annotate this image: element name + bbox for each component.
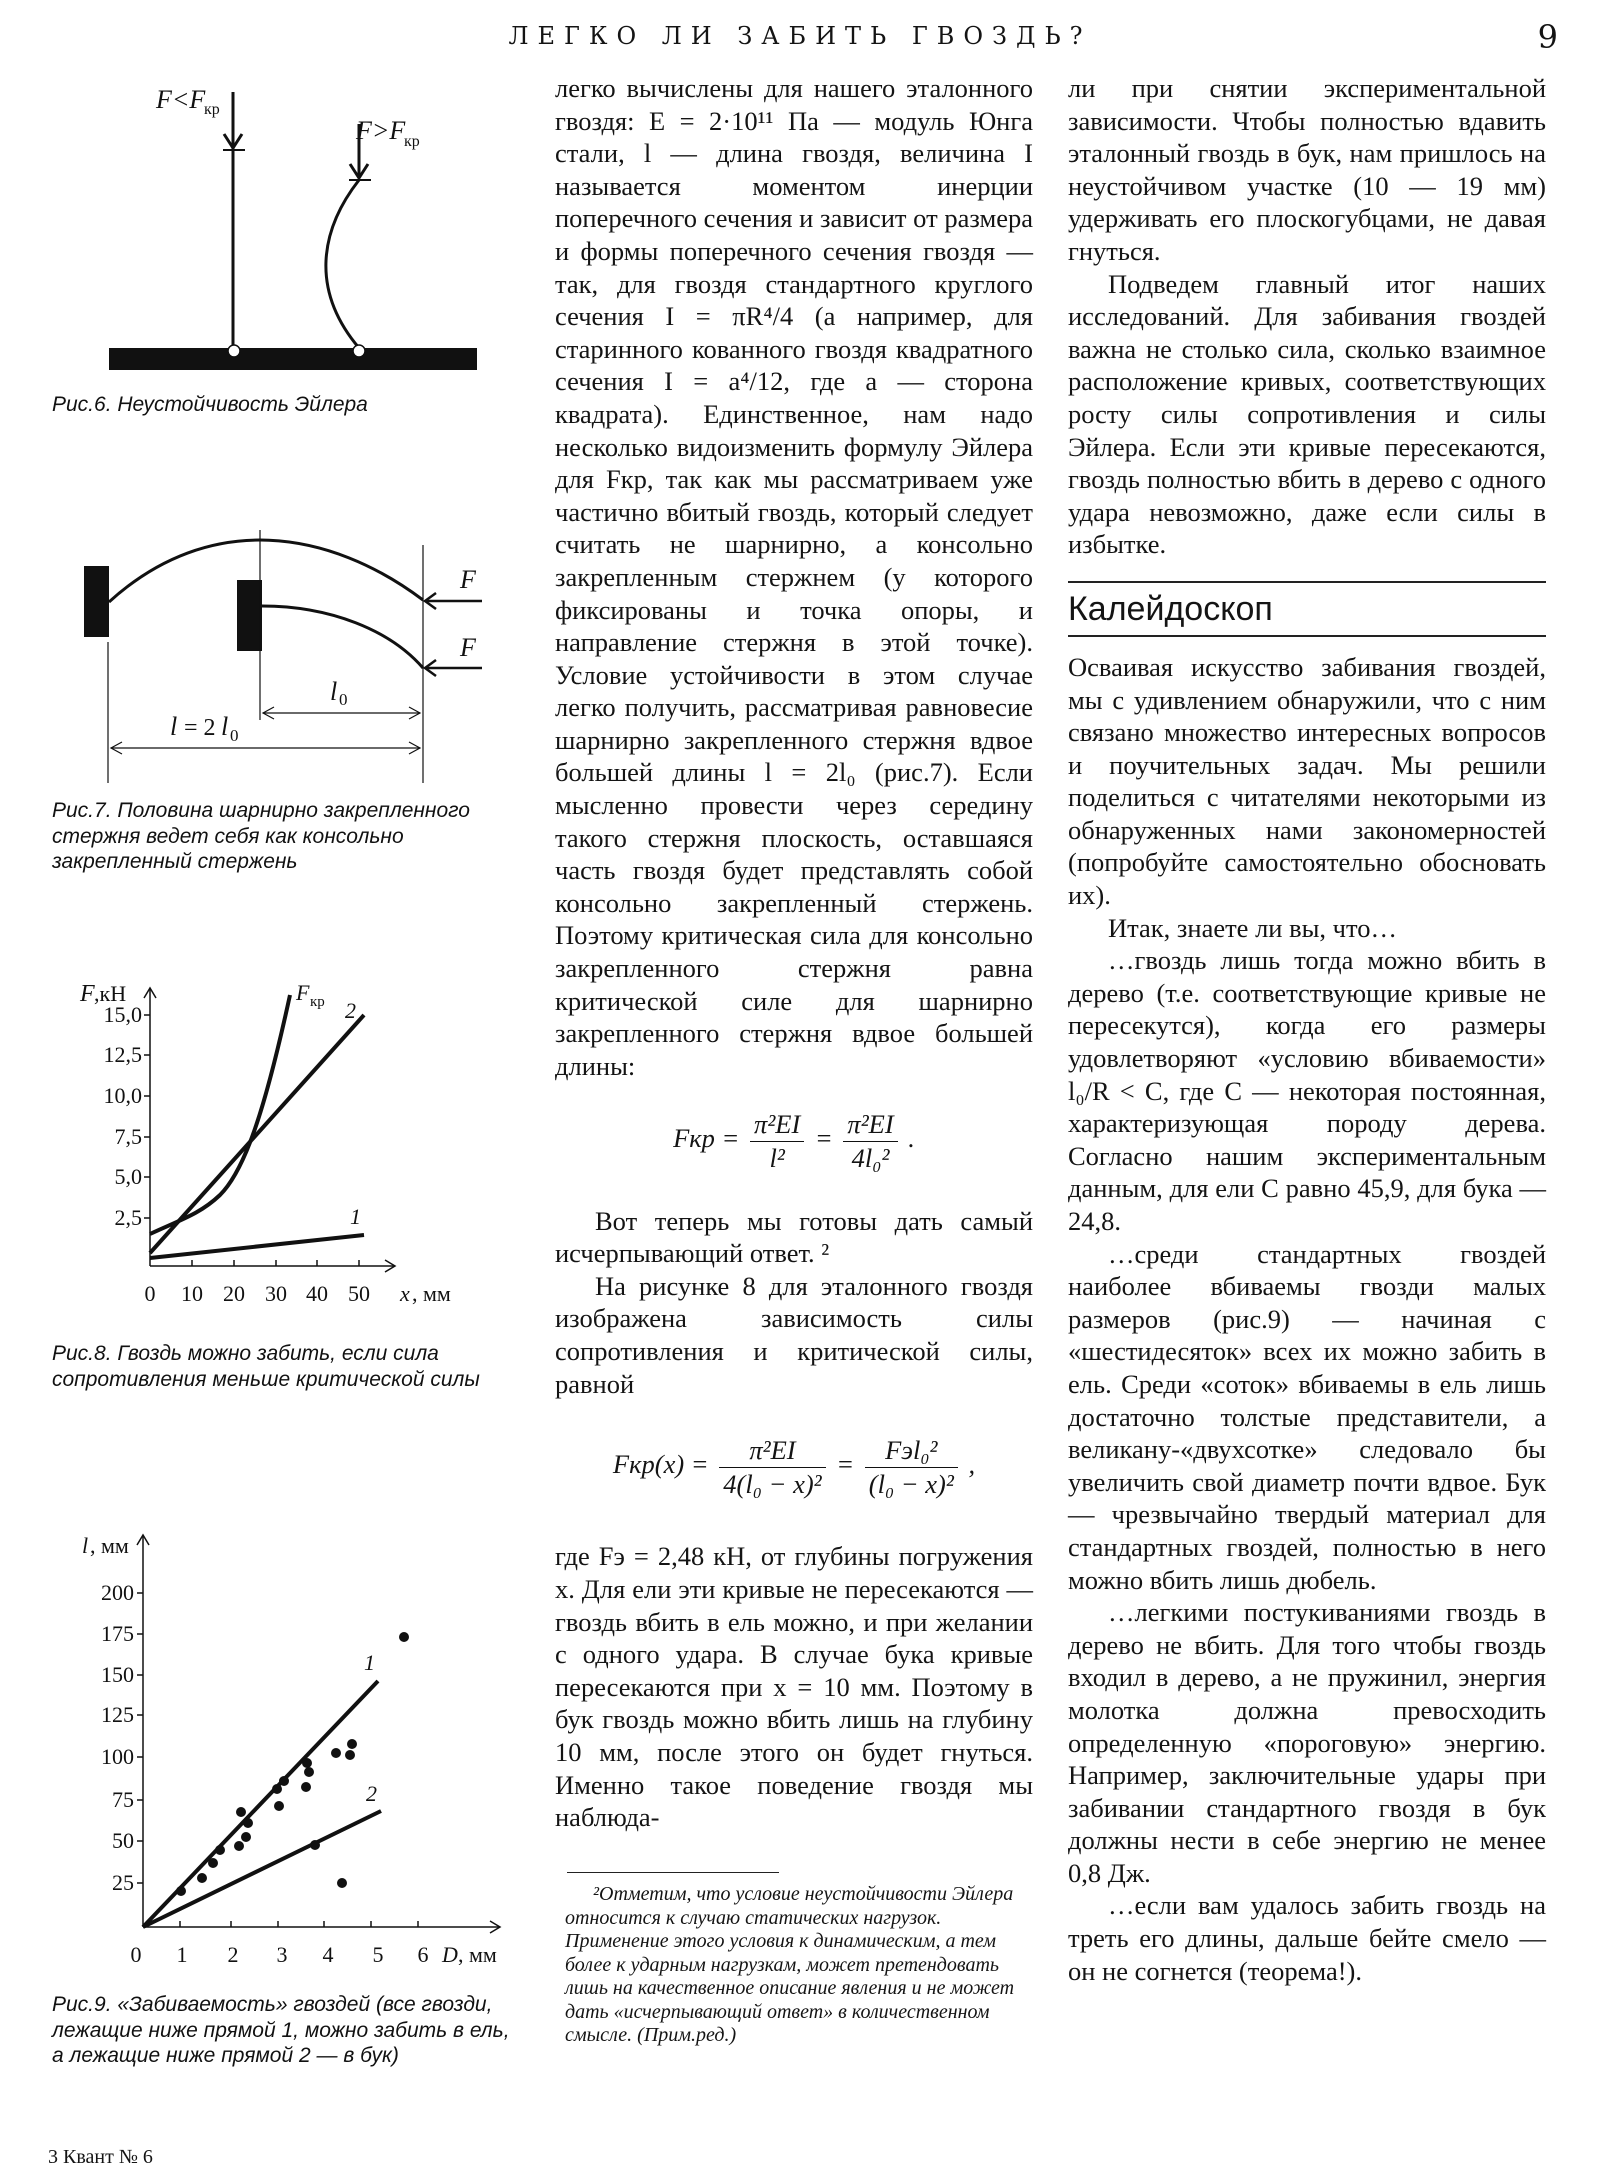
nail-drivability-scatter-chart	[60, 1525, 530, 1965]
paragraph: …среди стандартных гвоздей наиболее вбиваемы гвозди малых размеров (рис.9) — начиная с «шестидесяток» всех их можно забить в ель. Среди «соток» вбиваемы в ель лишь достаточно толстые представители, а великану-«двухсотке» следовало бы увеличить свой диаметр почти вдвое. Бук — чрезвычайно твердый материал для стандартных гвоздей, полностью в него можно вбить лишь дюбель.	[1068, 1238, 1546, 1595]
figure-7	[60, 520, 520, 790]
fraction	[750, 1108, 804, 1174]
running-title: ЛЕГКО ЛИ ЗАБИТЬ ГВОЗДЬ?	[508, 22, 1092, 50]
svg-text:20: 20	[223, 1281, 245, 1306]
paragraph: где Fэ = 2,48 кН, от глубины погружения x. Для ели эти кривые не пересекаются — гвоздь вбить в ель можно, и при желании с одного удара. В случае бука кривые пересекаются при x = 10 мм. Поэтому в бук гвоздь можно вбить лишь на глубину 10 мм, после этого он будет гнуться. Именно такое поведение гвоздя мы наблюда-	[555, 1541, 1033, 1833]
svg-text:6: 6	[417, 1942, 429, 1965]
numerator: π²EI	[843, 1108, 897, 1142]
paragraph: …гвоздь лишь тогда можно вбить в дерево (т.е. соответствующие кривые не пересекутся), когда его размеры удовлетворяют «условию вбиваемости» l₀/R < C, где C — некоторая постоянная, характеризующая породу дерева. Согласно нашим экспериментальным данным, для ели C равно 45,9, для бука — 24,8.	[1068, 945, 1546, 1236]
svg-text:3: 3	[276, 1942, 288, 1965]
numerator: π²EI	[719, 1434, 825, 1468]
svg-text:25: 25	[112, 1870, 134, 1895]
svg-text:x: x	[400, 1281, 410, 1306]
svg-text:D: D	[442, 1942, 458, 1965]
svg-text:F>F: F>F	[356, 116, 406, 145]
svg-text:2: 2	[227, 1942, 239, 1965]
svg-text:кр: кр	[310, 994, 325, 1010]
svg-text:7,5: 7,5	[114, 1124, 142, 1149]
right-column	[1068, 72, 1546, 1987]
section-title-kaleidoscope: Калейдоскоп	[1068, 581, 1546, 637]
paragraph: Итак, знаете ли вы, что…	[1108, 912, 1397, 943]
figure-9-caption: Рис.9. «Забиваемость» гвоздей (все гвозди, лежащие ниже прямой 1, можно забить в ель, а лежащие ниже прямой 2 — в бук)	[52, 1993, 510, 2067]
formula-end: ,	[968, 1449, 976, 1480]
svg-text:, мм: , мм	[90, 1533, 129, 1558]
formula-critical-force-depth	[555, 1434, 1033, 1500]
svg-text:F: F	[296, 980, 310, 1005]
svg-text:l: l	[170, 712, 178, 741]
paragraph: …если вам удалось забить гвоздь на треть его длины, дальше бейте смело — он не согнется (теорема!).	[1068, 1890, 1546, 1986]
svg-text:F<F: F<F	[156, 85, 206, 114]
svg-text:0: 0	[230, 726, 239, 745]
svg-text:2: 2	[345, 998, 356, 1023]
svg-text:10,0: 10,0	[103, 1083, 142, 1108]
denominator: (l₀ − x)²	[868, 1468, 954, 1499]
equals-sign: =	[836, 1449, 855, 1480]
formula-lhs: Fкр =	[673, 1123, 740, 1154]
equals-sign: =	[814, 1123, 833, 1154]
footnote: ²Отметим, что условие неустойчивости Эйлера относится к случаю статических нагрузок. Применение этого условия к динамическим, а тем более к ударным нагрузкам, может претендовать лишь на качественное описание явления и не может дать «исчерпывающий ответ» в количественном смысле. (Прим.ред.)	[565, 1883, 1015, 2046]
svg-text:l: l	[330, 677, 338, 706]
svg-text:1: 1	[364, 1650, 375, 1675]
figure-9-chart	[60, 1525, 530, 1965]
paragraph: Осваивая искусство забивания гвоздей, мы с удивлением обнаружили, что с ним связано множество интересных вопросов и поучительных задач. Мы решили поделиться с читателями некоторыми из обнаруженных нами закономерностей (попробуйте самостоятельно обосновать их).	[1068, 651, 1546, 911]
figure-7-caption: Рис.7. Половина шарнирно закрепленного стержня ведет себя как консольно закрепленный стержень	[52, 799, 470, 873]
fraction	[843, 1108, 897, 1174]
svg-text:, мм: , мм	[458, 1942, 497, 1965]
svg-text:0: 0	[339, 690, 348, 709]
svg-text:50: 50	[348, 1281, 370, 1306]
svg-text:40: 40	[306, 1281, 328, 1306]
paragraph: Подведем главный итог наших исследований. Для забивания гвоздей важна не столько сила, сколько взаимное расположение кривых, соответствующих росту силы сопротивления и силы Эйлера. Если эти кривые пересекаются, гвоздь полностью вбить в дерево с одного удара невозможно, даже если силы в избытке.	[1068, 268, 1546, 560]
svg-text:1: 1	[176, 1942, 188, 1965]
formula-lhs: Fкр(x) =	[612, 1449, 709, 1480]
svg-text:l: l	[221, 712, 229, 741]
svg-text:F: F	[460, 565, 476, 594]
svg-text:30: 30	[265, 1281, 287, 1306]
fraction	[719, 1434, 825, 1500]
svg-text:50: 50	[112, 1828, 134, 1853]
svg-text:75: 75	[112, 1787, 134, 1812]
svg-text:1: 1	[350, 1204, 361, 1229]
svg-text:F: F	[80, 981, 95, 1007]
numerator: Fэl₀²	[865, 1434, 958, 1468]
paragraph: ли при снятии экспериментальной зависимости. Чтобы полностью вдавить эталонный гвоздь в бук, нам пришлось на неустойчивом участке (10 — 19 мм) удерживать его плоскогубцами, не давая гнуться.	[1068, 73, 1546, 266]
formula-critical-force	[555, 1108, 1033, 1174]
svg-text:кр: кр	[204, 101, 220, 118]
page-footer: 3 Квант № 6	[48, 2146, 153, 2168]
svg-text:200: 200	[101, 1580, 134, 1605]
svg-text:0: 0	[130, 1942, 142, 1965]
paragraph: …легкими постукиваниями гвоздь в дерево не вбить. Для того чтобы гвоздь входил в дерево, а не пружинил, энергия молотка должна превосходить определенную «пороговую» энергию. Например, заключительные удары при забивании стандартного гвоздя в бук должны нести в себе энергию не менее 0,8 Дж.	[1068, 1597, 1546, 1888]
denominator: 4(l₀ − x)²	[723, 1468, 822, 1499]
svg-text:4: 4	[322, 1942, 334, 1965]
paragraph: легко вычислены для нашего эталонного гвоздя: E = 2·10¹¹ Па — модуль Юнга стали, l — длина гвоздя, величина I называется моментом инерции поперечного сечения и зависит от размера и формы поперечного сечения гвоздя — так, для гвоздя стандартного круглого сечения I = πR⁴/4 (а например, для старинного кованного гвоздя квадратного сечения I = a⁴/12, где a — сторона квадрата). Единственное, нам надо несколько видоизменить формулу Эйлера для Fкр, так как мы рассматриваем уже частично вбитый гвоздь, который следует считать не шарнирно, а консольно закрепленным стержнем (у которого фиксированы и точка опоры, и направление стержня в этой точке). Условие устойчивости в этом случае легко получить, рассматривая равновесие шарнирно закрепленного стержня вдвое большей длины l = 2l₀ (рис.7). Если мысленно провести через середину такого стержня плоскость, оставшаяся часть гвоздя будет представлять собой консольно закрепленный стержень. Поэтому критическая сила для консольно закрепленного стержня равна критической силе для шарнирно закрепленного стержня вдвое большей длины:	[555, 73, 1033, 1081]
figure-8-caption: Рис.8. Гвоздь можно забить, если сила сопротивления меньше критической силы	[52, 1342, 480, 1391]
svg-text:10: 10	[181, 1281, 203, 1306]
page-number: 9	[1537, 18, 1558, 56]
cantilever-rod-diagram	[60, 520, 520, 790]
svg-text:F: F	[460, 633, 476, 662]
middle-column	[555, 72, 1033, 1834]
svg-text:, мм: , мм	[412, 1281, 451, 1306]
paragraph: На рисунке 8 для эталонного гвоздя изображена зависимость силы сопротивления и критической силы, равной	[555, 1270, 1033, 1399]
svg-text:2: 2	[366, 1781, 377, 1806]
svg-text:0: 0	[144, 1281, 156, 1306]
footnote-block	[565, 1872, 1035, 2048]
force-vs-depth-chart	[60, 970, 520, 1330]
denominator: 4l₀²	[851, 1143, 890, 1173]
svg-text:,кН: ,кН	[94, 981, 127, 1006]
svg-text:15,0: 15,0	[103, 1002, 142, 1027]
svg-text:кр: кр	[404, 133, 420, 150]
svg-text:100: 100	[101, 1744, 134, 1769]
svg-text:l: l	[82, 1533, 89, 1558]
denominator: l²	[769, 1143, 785, 1173]
svg-text:175: 175	[101, 1621, 134, 1646]
svg-text:= 2: = 2	[184, 715, 216, 741]
svg-text:150: 150	[101, 1662, 134, 1687]
svg-text:5,0: 5,0	[114, 1164, 142, 1189]
numerator: π²EI	[750, 1108, 804, 1142]
svg-text:2,5: 2,5	[114, 1205, 142, 1230]
paragraph: Вот теперь мы готовы дать самый исчерпывающий ответ. ²	[555, 1205, 1033, 1269]
figure-8-chart	[60, 970, 520, 1330]
svg-text:125: 125	[101, 1702, 134, 1727]
footnote-divider	[567, 1872, 779, 1873]
svg-text:12,5: 12,5	[103, 1042, 142, 1067]
figure-6-caption: Рис.6. Неустойчивость Эйлера	[52, 393, 368, 416]
euler-instability-diagram	[100, 70, 500, 370]
svg-text:5: 5	[372, 1942, 384, 1965]
figure-6	[100, 70, 500, 370]
fraction	[865, 1434, 958, 1500]
formula-end: .	[908, 1123, 915, 1154]
